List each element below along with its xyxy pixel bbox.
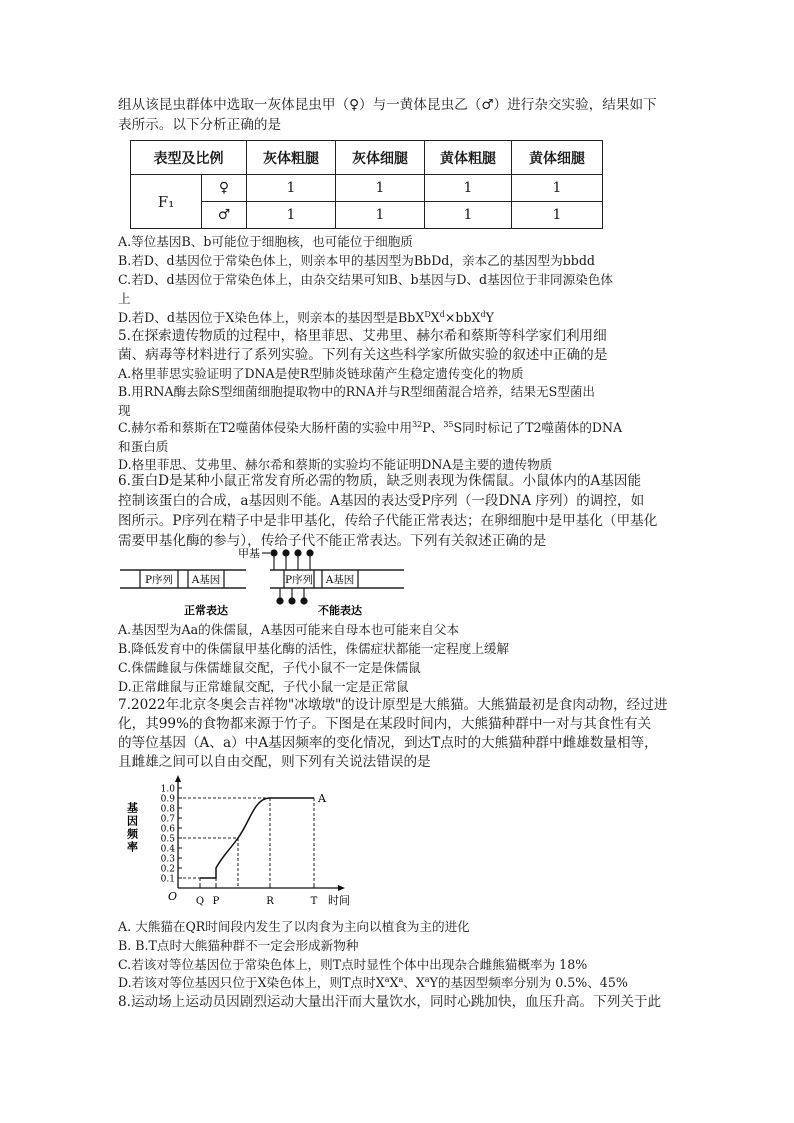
phenotype-table — [130, 140, 603, 229]
q7-stem-line-3: 的等位基因（A、a）中A基因频率的变化情况，到达T点时的大熊猫种群中雌雄数量相等， — [118, 735, 658, 751]
y-tick-label: 0.5 — [160, 834, 175, 845]
text: D.若D、d基因位于X染色体上，则亲本的基因型是Bb — [118, 310, 416, 325]
q5-option-c-line-1 — [118, 419, 622, 437]
q7-stem-line-2: 化，其99%的食物都来源于竹子。下图是在某段时间内，大熊猫种群中一对与其食性有关 — [118, 716, 652, 732]
y-tick-label: 1.0 — [160, 784, 175, 795]
text: X — [389, 975, 399, 990]
text: d — [439, 309, 445, 319]
methyl-dot — [288, 597, 295, 604]
q6-option-d: D.正常雌鼠与正常雄鼠交配，子代小鼠一定是正常鼠 — [118, 679, 409, 694]
y-tick-label: 0.7 — [160, 814, 175, 825]
q6-stem-line-1: 6.蛋白D是某种小鼠正常发育所必需的物质，缺乏则表现为侏儒鼠。小鼠体内的A基因能 — [118, 473, 642, 489]
q4-option-c-line-1: C.若D、d基因位于常染色体上，由杂交结果可知B、b基因与D、d基因位于非同源染色体 — [118, 272, 614, 287]
text: X — [375, 975, 385, 990]
q5-stem-line-2: 菌、病毒等材料进行了系列实验。下列有关这些科学家所做实验的叙述中正确的是 — [118, 347, 608, 363]
y-axis-arrow — [175, 775, 181, 782]
intro-line-1: 组从该昆虫群体中选取一灰体昆虫甲（♀）与一黄体昆虫乙（♂）进行杂交实验，结果如下 — [118, 97, 657, 113]
x-tick-label: R — [266, 896, 274, 907]
sex-cell: ♀ — [202, 175, 247, 202]
q6-stem-line-2: 控制该蛋白的合成，a基因则不能。A基因的表达受P序列（一段DNA 序列）的调控，如 — [118, 493, 645, 509]
origin-label: O — [168, 890, 178, 903]
x-axis-arrow — [338, 885, 345, 891]
y-axis-label: 基因频率 — [125, 802, 139, 854]
q7-option-a: A. 大熊猫在QR时间段内发生了以肉食为主向以植食为主的进化 — [118, 919, 470, 934]
text: 32 — [412, 419, 423, 429]
text: S同时标记了T2噬菌体的DNA — [453, 420, 623, 435]
q5-option-b-line-1: B.用RNA酶去除S型细菌细胞提取物中的RNA并与R型细菌混合培养，结果无S型菌出 — [118, 384, 596, 399]
methyl-dot — [306, 549, 313, 556]
methyl-dot — [300, 597, 307, 604]
intro-line-2: 表所示。以下分析正确的是 — [118, 117, 282, 133]
y-tick-label: 0.1 — [160, 874, 175, 885]
q5-option-d: D.格里菲思、艾弗里、赫尔希和蔡斯的实验均不能证明DNA是主要的遗传物质 — [118, 457, 553, 472]
table-cell: 1 — [425, 202, 512, 229]
a-gene-label: A基因 — [191, 574, 221, 586]
p-sequence-label: P序列 — [144, 574, 174, 586]
q7-option-c: C.若该对等位基因位于常染色体上，则T点时显性个体中出现杂合雌熊猫概率为 18% — [118, 957, 588, 972]
q6-option-c: C.侏儒雌鼠与侏儒雄鼠交配，子代小鼠不一定是侏儒鼠 — [118, 660, 421, 675]
y-tick-label: 0.4 — [160, 844, 175, 855]
q5-stem-line-1: 5.在探索遗传物质的过程中，格里菲思、艾弗里、赫尔希和蔡斯等科学家们利用细 — [118, 328, 607, 344]
methyl-dot — [282, 549, 289, 556]
table-cell: 1 — [336, 202, 425, 229]
text: X — [471, 310, 481, 325]
text: a — [398, 974, 404, 984]
text: P、 — [422, 420, 444, 435]
a-gene-label: A基因 — [325, 574, 355, 586]
text: X — [430, 310, 440, 325]
methylation-figure — [118, 546, 418, 620]
p-sequence-label: P序列 — [284, 574, 314, 586]
text: 35 — [443, 419, 454, 429]
q6-option-b: B.降低发育中的侏儒鼠甲基化酶的活性，侏儒症状都能一定程度上缓解 — [118, 641, 510, 656]
table-header-cell: 表型及比例 — [131, 141, 247, 175]
text: a — [424, 974, 430, 984]
q4-option-c-line-2: 上 — [118, 291, 131, 306]
q6-stem-line-4: 需要甲基化酶的参与），传给子代不能正常表达。下列有关叙述正确的是 — [118, 533, 547, 549]
text: d — [480, 309, 486, 319]
table-cell: 1 — [512, 175, 603, 202]
q8-stem-line-1: 8.运动场上运动员因剧烈运动大量出汗而大量饮水，同时心跳加快，血压升高。下列关于此 — [118, 994, 662, 1010]
methyl-dot — [276, 597, 283, 604]
table-header-cell: 灰体细腿 — [336, 141, 425, 175]
y-tick-label: 0.6 — [160, 824, 175, 835]
x-axis-label: 时间 — [328, 894, 350, 907]
text: 、 — [403, 975, 416, 990]
series-line-a — [200, 798, 314, 878]
methyl-group-bottom — [276, 588, 307, 605]
q7-stem-line-4: 且雌雄之间可以自由交配，则下列有关说法错误的是 — [118, 754, 431, 770]
text: X — [415, 975, 425, 990]
text: X — [415, 310, 425, 325]
series-label-a: A — [318, 792, 326, 805]
q5-option-a: A.格里菲思实验证明了DNA是使R型肺炎链球菌产生稳定遗传变化的物质 — [118, 366, 524, 381]
q4-option-b: B.若D、d基因位于常染色体上，则亲本甲的基因型为BbDd，亲本乙的基因型为bbdd — [118, 253, 595, 268]
methyl-dot — [270, 549, 277, 556]
methyl-group-top — [270, 549, 313, 570]
table-cell: 1 — [247, 202, 336, 229]
table-cell: 1 — [336, 175, 425, 202]
q6-stem-line-3: 图所示。P序列在精子中是非甲基化，传给子代能正常表达；在卵细胞中是甲基化（甲基化 — [118, 513, 658, 529]
table-header-cell: 黄体细腿 — [512, 141, 603, 175]
table-header-cell: 黄体粗腿 — [425, 141, 512, 175]
y-tick-label: 0.2 — [160, 864, 175, 875]
table-header-cell: 灰体粗腿 — [247, 141, 336, 175]
generation-cell: F₁ — [131, 175, 202, 229]
table-cell: 1 — [425, 175, 512, 202]
text: a — [384, 974, 390, 984]
text: ×bb — [444, 310, 472, 325]
table-cell: 1 — [512, 202, 603, 229]
q5-option-b-line-2: 现 — [118, 403, 131, 418]
text: Y — [485, 310, 494, 325]
text: Y的基因型频率分别为 0.5%、45% — [429, 975, 628, 990]
x-tick-label: T — [310, 896, 318, 907]
q6-option-a: A.基因型为Aa的侏儒鼠，A基因可能来自母本也可能来自父本 — [118, 622, 460, 637]
table-cell: 1 — [247, 175, 336, 202]
text: D — [424, 309, 431, 319]
text: C.赫尔希和蔡斯在T2噬菌体侵染大肠杆菌的实验中用 — [118, 420, 413, 435]
no-expression-label: 不能表达 — [318, 604, 362, 617]
x-tick-label: P — [212, 896, 220, 907]
x-tick-label: Q — [195, 896, 205, 907]
normal-expression-label: 正常表达 — [184, 604, 228, 617]
q7-option-d — [118, 974, 628, 992]
q4-option-a: A.等位基因B、b可能位于细胞核，也可能位于细胞质 — [118, 234, 413, 249]
sex-cell: ♂ — [202, 202, 247, 229]
methyl-label: 甲基 — [238, 547, 260, 560]
q4-option-d — [118, 309, 494, 327]
y-tick-label: 0.9 — [160, 794, 175, 805]
q5-option-c-line-2: 和蛋白质 — [118, 439, 169, 454]
text: D.若该对等位基因只位于X染色体上，则T点时 — [118, 975, 376, 990]
gene-frequency-chart — [118, 772, 378, 912]
methyl-dot — [294, 549, 301, 556]
q7-stem-line-1: 7.2022年北京冬奥会吉祥物"冰墩墩"的设计原型是大熊猫。大熊猫最初是食肉动物，经过进 — [118, 697, 668, 713]
y-tick-label: 0.3 — [160, 854, 175, 865]
q7-option-b: B. B.T点时大熊猫种群不一定会形成新物种 — [118, 938, 359, 953]
y-tick-label: 0.8 — [160, 804, 175, 815]
